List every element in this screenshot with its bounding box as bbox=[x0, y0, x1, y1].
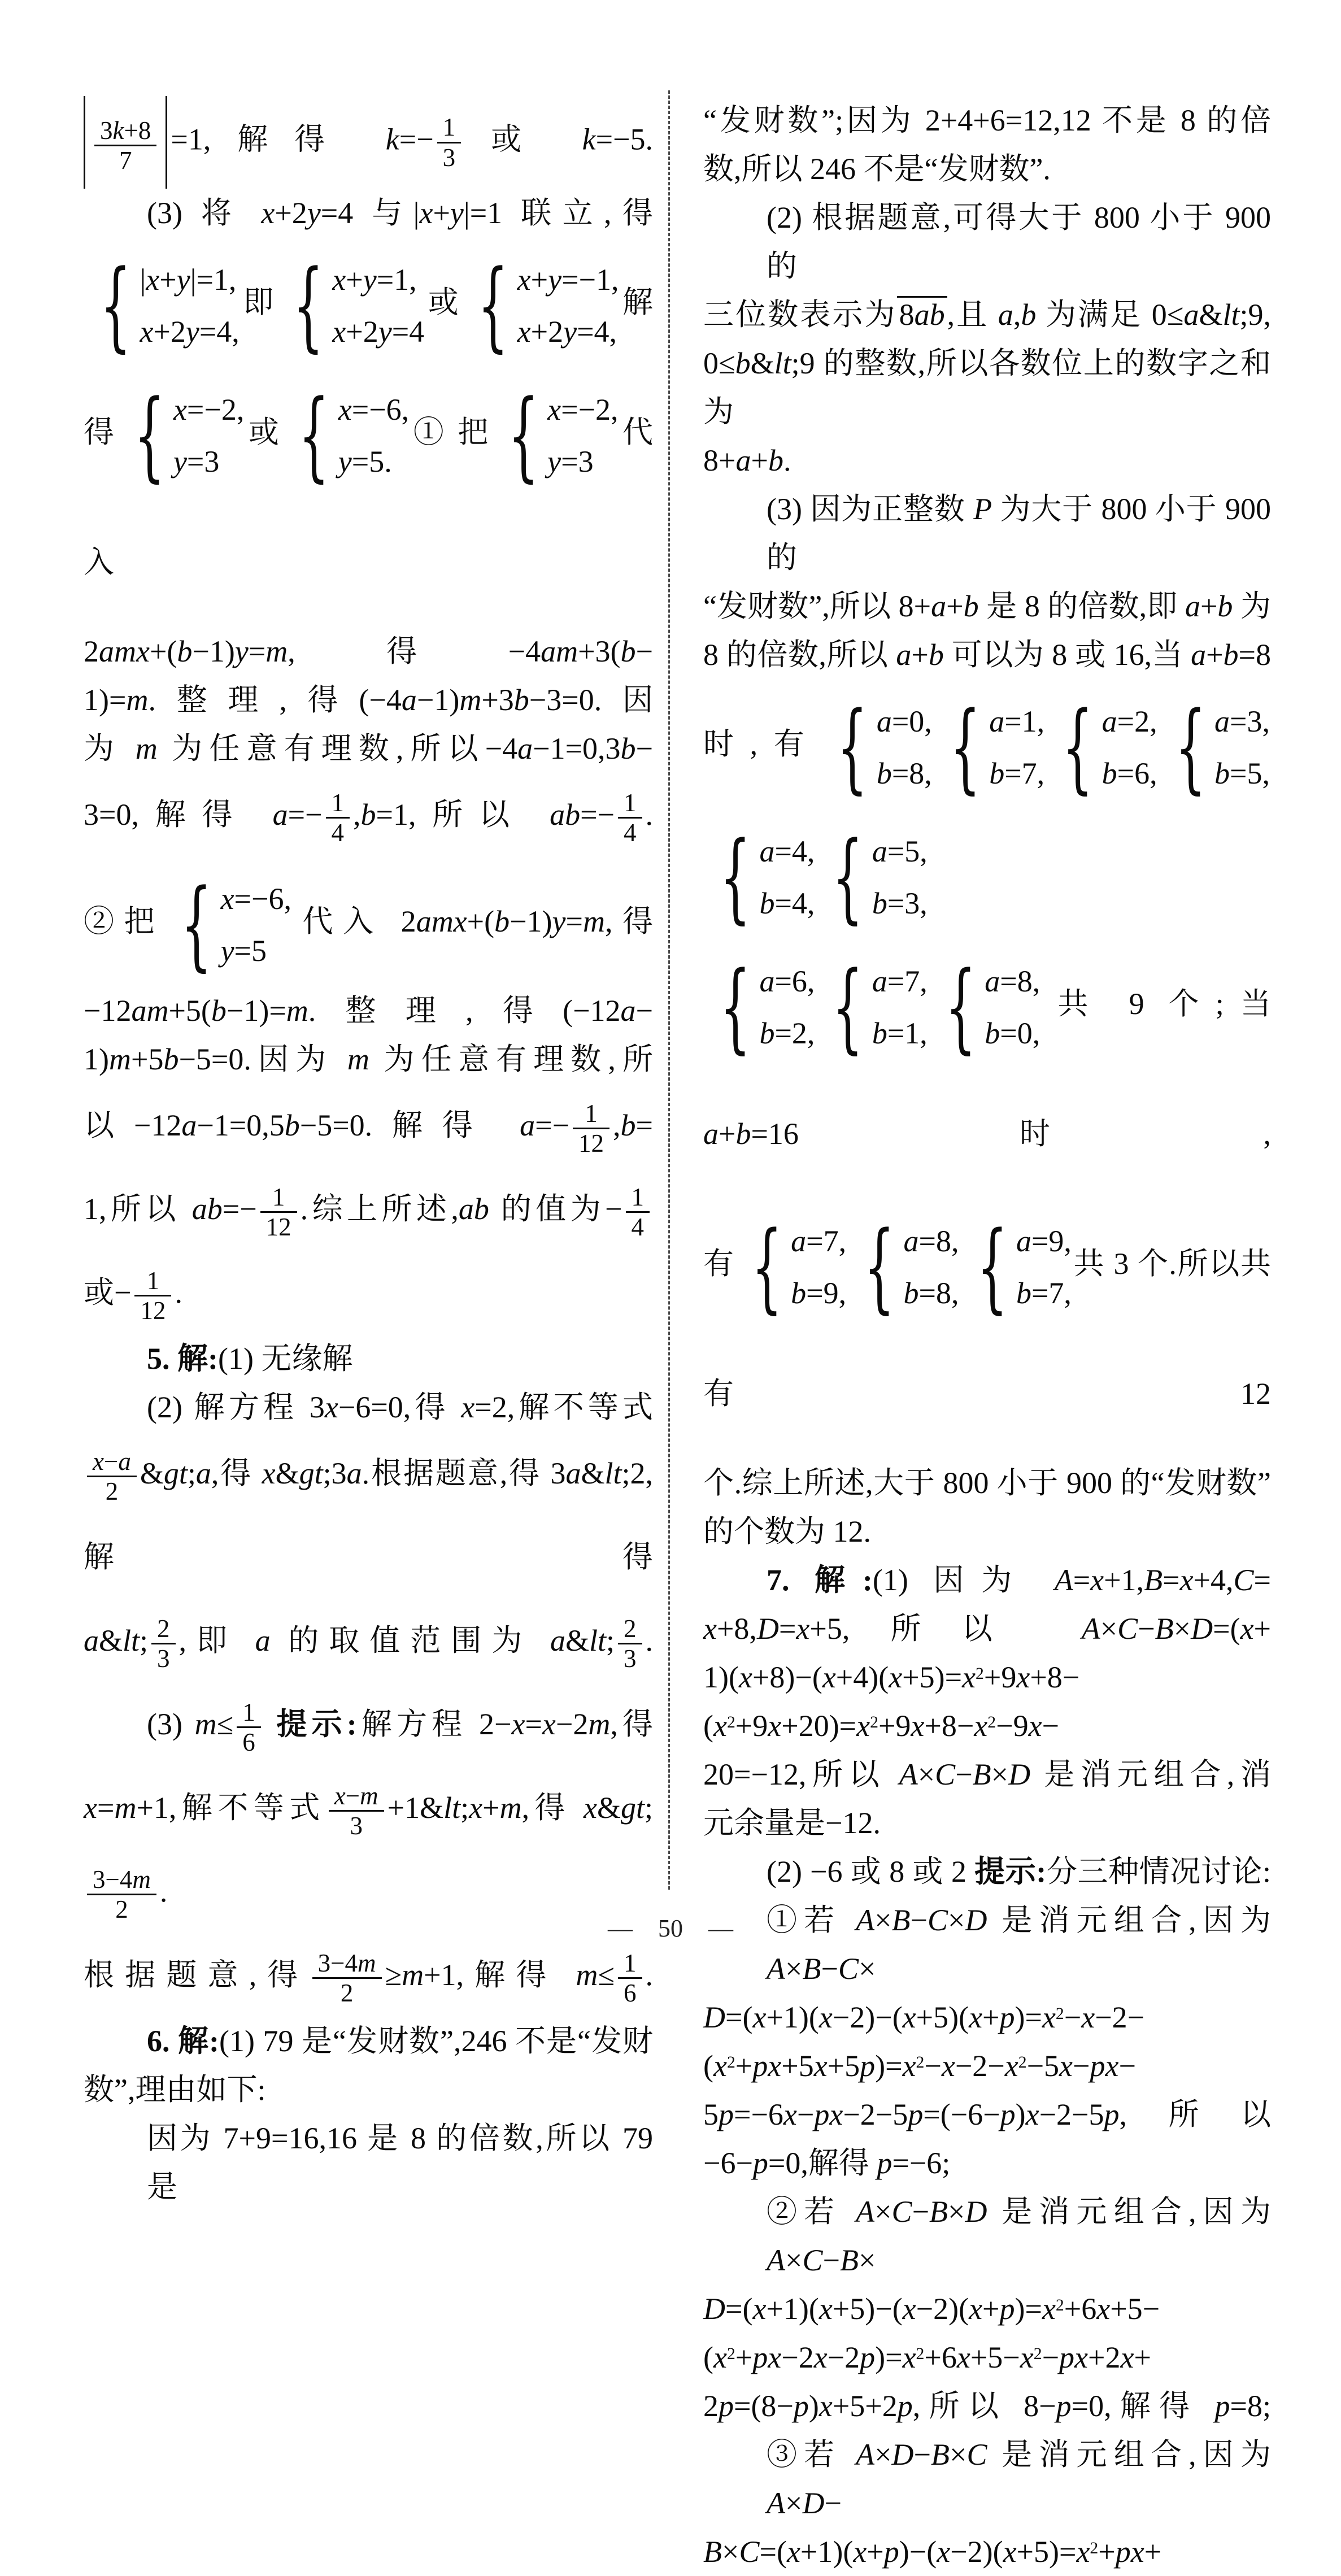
brace: { bbox=[1062, 690, 1094, 804]
text-line: 因为 7+9=16,16 是 8 的倍数,所以 79 是 bbox=[147, 2121, 653, 2204]
text-line: 2amx+(b−1)y=m,得−4am+3(b− bbox=[84, 634, 653, 668]
equation-system: { a=7, b=9, bbox=[751, 1209, 847, 1324]
superscript: 2 bbox=[916, 2345, 925, 2364]
brace: { bbox=[1174, 690, 1206, 804]
fraction: $\frac{1}{4}$ bbox=[326, 789, 350, 847]
text-line: 8+a+b. bbox=[703, 443, 791, 477]
brace: { bbox=[950, 690, 981, 804]
brace: { bbox=[837, 690, 868, 804]
text-line: 8 的倍数,所以 a+b 可以为 8 或 16,当 a+b=8 bbox=[703, 638, 1272, 672]
text-line: 1)=m.整理,得(−4a−1)m+3b−3=0.因 bbox=[84, 683, 653, 717]
brace: { bbox=[751, 1209, 782, 1324]
text-line: $\frac{3k+8}{7}$ =1,解得 k=− $\frac{1}{3}$ 或 k=−5. bbox=[84, 96, 653, 189]
brace: { bbox=[832, 820, 864, 934]
text-line: 1,所以 ab=− $\frac{1}{12}$ .综上所述,ab 的值为− $\frac{1}{4}$ bbox=[84, 1167, 653, 1251]
text-line: x=m+1,解不等式 $\frac{x-m}{3}$ +1&lt;x+m,得 x&gt; $\frac{3-4m}{2}$ . bbox=[84, 1781, 653, 1924]
fraction: $\frac{1}{4}$ bbox=[626, 1183, 650, 1242]
equation-system: { x=−6, y=5. bbox=[298, 378, 410, 492]
equation-system: { x+y=1, x+2y=4 bbox=[293, 248, 425, 362]
text-line: 6. 解:(1) 79 是“发财数”,246 不是“发财 bbox=[147, 2024, 654, 2058]
superscript: 2 bbox=[1033, 2345, 1042, 2364]
text-line: 2p=(8−p)x+5+2p,所以 8−p=0,解得 p=8; bbox=[703, 2389, 1271, 2423]
text-line: $D=(x+1)(x+5)-(x-2)(x+p)=x^2+6x+5-$ bbox=[703, 2292, 1160, 2326]
text-line: “发财数”,所以 8+a+b 是 8 的倍数,即 a+b 为 bbox=[703, 589, 1272, 623]
text-line: 根据题意,得 $\frac{3-4m}{2}$ ≥m+1,解得 m≤ $\frac{1}{6}$ . bbox=[84, 1948, 653, 2008]
superscript: 2 bbox=[987, 1713, 996, 1732]
superscript: 2 bbox=[916, 2053, 925, 2072]
brace: { bbox=[181, 867, 212, 981]
fraction: $\frac{1}{4}$ bbox=[618, 789, 642, 847]
text-line: $(x^2+9x+20)=x^2+9x+8-x^2-9x-$ bbox=[703, 1709, 1060, 1743]
text-line: a&lt; $\frac{2}{3}$ ,即 a 的取值范围为 a&lt; $\frac{2}{3}$ . bbox=[84, 1614, 654, 1673]
text-line: 数”,理由如下: bbox=[84, 2073, 266, 2107]
equation-system: { a=8, b=0, bbox=[945, 950, 1040, 1064]
superscript: 2 bbox=[726, 1713, 735, 1732]
text-line: 元余量是−12. bbox=[703, 1806, 881, 1840]
text-line: 5. 解:(1) 无缘解 bbox=[147, 1342, 353, 1376]
text-line: $\frac{x-a}{2}$ &gt;a,得 x&gt;3a.根据题意,得 3a&lt;2,解得 bbox=[84, 1447, 654, 1574]
fraction: $\frac{1}{12}$ bbox=[260, 1183, 297, 1242]
text-line: $(x^2+px+5x+5p)=x^2-x-2-x^2-5x-px-$ bbox=[703, 2049, 1136, 2083]
text-line: x+8,D=x+5,所以 A×C−B×D=(x+ bbox=[703, 1612, 1271, 1646]
text-line: 时,有 { a=0, b=8, { a=1, b=7, { a=2, b=6, { a=3, b=5, { a=4, b=4, { a=5, b=3, bbox=[703, 690, 1270, 934]
fraction: $\frac{2}{3}$ bbox=[151, 1615, 176, 1673]
brace: { bbox=[100, 248, 132, 362]
superscript: 2 bbox=[976, 1665, 984, 1683]
text-line: { |x+y|=1, x+2y=4, 即 { x+y=1, x+2y=4 或 { x+y=−1, x+2y=4, 解 bbox=[84, 237, 653, 367]
equation-system: { a=9, b=7, bbox=[976, 1209, 1072, 1324]
equation-system: { a=6, b=2, bbox=[720, 950, 815, 1064]
fraction: $\frac{x-m}{3}$ bbox=[329, 1782, 384, 1840]
superscript: 2 bbox=[870, 1713, 878, 1732]
text-line: 的个数为 12. bbox=[703, 1515, 871, 1548]
text-line: $(x^2+px-2x-2p)=x^2+6x+5-x^2-px+2x+$ bbox=[703, 2340, 1151, 2374]
column-divider bbox=[668, 90, 670, 1890]
brace: { bbox=[720, 820, 751, 934]
equation-system: { a=7, b=1, bbox=[832, 950, 928, 1064]
text-line: $D=(x+1)(x-2)-(x+5)(x+p)=x^2-x-2-$ bbox=[703, 2000, 1145, 2034]
text-line: (2) 根据题意,可得大于 800 小于 900 的 bbox=[767, 201, 1271, 283]
fraction: $\frac{1}{3}$ bbox=[437, 113, 461, 172]
fraction: $\frac{3-4m}{2}$ bbox=[87, 1865, 156, 1924]
text-line: 或− $\frac{1}{12}$ . bbox=[84, 1266, 182, 1325]
text-line: ②若 A×C−B×D 是消元组合,因为 A×C−B× bbox=[767, 2195, 1271, 2277]
brace: { bbox=[133, 378, 165, 492]
equation-system: { |x+y|=1, x+2y=4, bbox=[100, 248, 240, 362]
bold-label: 7. 解: bbox=[767, 1563, 873, 1597]
equation-system: { x=−6, y=5 bbox=[181, 867, 291, 981]
text-line: 个.综上所述,大于 800 小于 900 的“发财数” bbox=[703, 1466, 1271, 1500]
superscript: 2 bbox=[726, 2053, 735, 2072]
superscript: 2 bbox=[726, 2345, 735, 2364]
brace: { bbox=[293, 248, 324, 362]
text-line: ③若 A×D−B×C 是消元组合,因为 A×D− bbox=[767, 2438, 1271, 2520]
text-line: ①若 A×B−C×D 是消元组合,因为 A×B−C× bbox=[767, 1903, 1271, 1986]
equation-system: { a=4, b=4, bbox=[720, 820, 815, 934]
text-line: 三位数表示为8ab,且 a,b 为满足 0≤a&lt;9, bbox=[703, 290, 1271, 339]
equation-system: { a=3, b=5, bbox=[1174, 690, 1270, 804]
equation-system: { a=1, b=7, bbox=[950, 690, 1045, 804]
bold-label: 5. 解: bbox=[147, 1342, 218, 1376]
text-line: 0≤b&lt;9 的整数,所以各数位上的数字之和为 bbox=[703, 346, 1271, 429]
brace: { bbox=[477, 248, 509, 362]
text-line: (3) 因为正整数 P 为大于 800 小于 900 的 bbox=[767, 492, 1272, 575]
equation-system: { a=5, b=3, bbox=[832, 820, 928, 934]
text-line: 7. 解:(1) 因为 A=x+1,B=x+4,C= bbox=[767, 1563, 1272, 1597]
fraction: $\frac{x-a}{2}$ bbox=[87, 1447, 137, 1506]
text-line: (3) 将 x+2y=4 与|x+y|=1 联立,得 bbox=[147, 196, 654, 230]
brace: { bbox=[864, 1209, 895, 1324]
equation-system: { x=−2, y=3 bbox=[133, 378, 245, 492]
text-line: 1)m+5b−5=0.因为 m 为任意有理数,所 bbox=[84, 1042, 653, 1076]
equation-system: { a=0, b=8, bbox=[837, 690, 932, 804]
equation-system: { a=2, b=6, bbox=[1062, 690, 1157, 804]
fraction: $\frac{1}{6}$ bbox=[618, 1949, 642, 2008]
fraction: $\frac{1}{6}$ bbox=[237, 1698, 261, 1757]
text-line: $1)(x+8)-(x+4)(x+5)=x^2+9x+8-$ bbox=[703, 1660, 1080, 1694]
text-line: { a=6, b=2, { a=7, b=1, { a=8, b=0, 共 9 个;当 a+b=16 时, bbox=[703, 950, 1271, 1151]
superscript: 2 bbox=[1018, 2053, 1027, 2072]
bold-label: 提示: bbox=[974, 1855, 1047, 1889]
text-line: ②把 { x=−6, y=5 代入 2amx+(b−1)y=m,得 bbox=[84, 867, 654, 981]
text-line: −6−p=0,解得 p=−6; bbox=[703, 2146, 951, 2180]
superscript: 2 bbox=[1090, 2539, 1099, 2558]
text-line: 得 { x=−2, y=3 或 { x=−6, y=5. ① 把 { x=−2, y=3 代入 bbox=[84, 378, 654, 579]
text-line: 以−12a−1=0,5b−5=0.解得 a=− $\frac{1}{12}$ ,b= bbox=[84, 1099, 653, 1158]
bold-label: 提示: bbox=[276, 1707, 357, 1741]
equation-system: { x=−2, y=3 bbox=[508, 378, 619, 492]
fraction: $\frac{1}{12}$ bbox=[573, 1099, 609, 1158]
brace: { bbox=[832, 950, 864, 1064]
text-line: 20=−12,所以 A×C−B×D 是消元组合,消 bbox=[703, 1757, 1271, 1791]
fraction: $\frac{3-4m}{2}$ bbox=[312, 1949, 382, 2008]
brace: { bbox=[976, 1209, 1008, 1324]
right-column bbox=[703, 96, 1271, 2576]
text-line: (2) −6 或 8 或 2 提示:分三种情况讨论: bbox=[767, 1855, 1272, 1889]
equation-system: { x+y=−1, x+2y=4, bbox=[477, 248, 619, 362]
fraction: $\frac{3k+8}{7}$ bbox=[94, 116, 156, 175]
text-line: $B\times C=(x+1)(x+p)-(x-2)(x+5)=x^2+px+$ bbox=[703, 2535, 1162, 2569]
page-number bbox=[0, 1914, 1341, 1943]
superscript: 2 bbox=[1055, 2005, 1064, 2024]
overline: 8ab bbox=[897, 296, 947, 331]
left-column bbox=[84, 96, 653, 2211]
text-line: 3=0,解得 a=− $\frac{1}{4}$ ,b=1,所以 ab=− $\frac{1}{4}$ . bbox=[84, 788, 653, 847]
text-line: −12am+5(b−1)=m.整理,得(−12a− bbox=[84, 994, 653, 1028]
brace: { bbox=[298, 378, 330, 492]
brace: { bbox=[945, 950, 976, 1064]
superscript: 2 bbox=[1055, 2296, 1064, 2315]
text-line: “发财数”;因为 2+4+6=12,12 不是 8 的倍 bbox=[703, 103, 1271, 137]
page-number-text: — 50 — bbox=[608, 1914, 733, 1942]
text-line: 数,所以 246 不是“发财数”. bbox=[703, 152, 1051, 186]
equation-system: { a=8, b=8, bbox=[864, 1209, 959, 1324]
fraction: $\frac{1}{12}$ bbox=[134, 1267, 171, 1325]
text-line: 5p=−6x−px−2−5p=(−6−p)x−2−5p,所以 bbox=[703, 2098, 1271, 2131]
text-line: (2) 解方程 3x−6=0,得 x=2,解不等式 bbox=[147, 1390, 653, 1424]
text-line: 有 { a=7, b=9, { a=8, b=8, { a=9, b=7, 共 3 个.所以共有 12 bbox=[703, 1209, 1272, 1411]
text-line: (3) m≤ $\frac{1}{6}$ 提示:解方程 2−x=x−2m,得 bbox=[147, 1698, 653, 1757]
brace: { bbox=[720, 950, 751, 1064]
absolute-value bbox=[84, 96, 167, 189]
brace: { bbox=[508, 378, 539, 492]
bold-label: 6. 解: bbox=[147, 2024, 220, 2058]
fraction: $\frac{2}{3}$ bbox=[618, 1615, 642, 1673]
text-line: 为 m 为任意有理数,所以−4a−1=0,3b− bbox=[84, 732, 653, 765]
